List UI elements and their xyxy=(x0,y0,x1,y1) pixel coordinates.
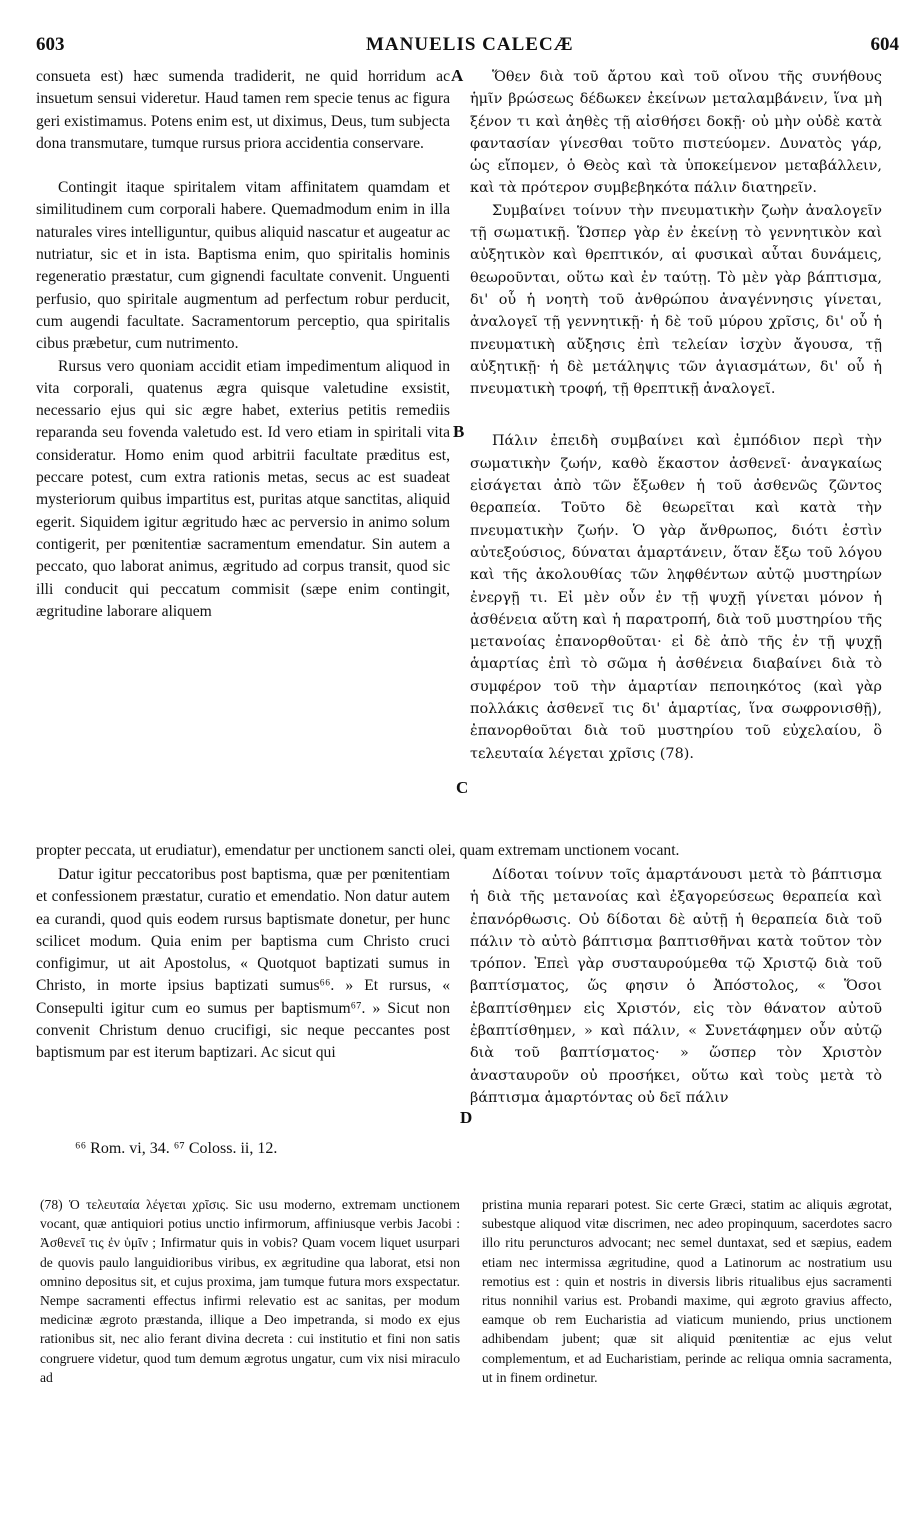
note-text-right: pristina munia reparari potest. Sic certe Græci, statim ac aliquis ægrotat, subestque aliquod vitæ discrimen, nec adeo propinquum, sacerdotes sacro illo ritu peruncturos advocant; nec semel duntaxat, sed et sæpius, eadem etiam nec intermissa ægritudine, quod a Latinorum ac nostratium usu remotius est : quin et nostris in diversis libris ritualibus ejus sacramenti ritus nonnihil varius est. Probandi maxime, qui ægroto gravius affecto, eamque ob rem Eucharistia ad viaticum muniendo, prius unctionem adhibendam jubent; quæ sit aliquid pœnitentiæ ac ejus velut complementum, et ad Eucharistiam, perinde ac reliqua omnia sacramenta, ut in finem ordinetur. xyxy=(482,1197,892,1385)
margin-marker-b: B xyxy=(453,422,465,441)
footnote-references: ⁶⁶ Rom. vi, 34. ⁶⁷ Coloss. ii, 12. xyxy=(75,1140,278,1157)
greek-paragraph-3: Πάλιν ἐπειδὴ συμβαίνει καὶ ἐμπόδιον περὶ τὴν σωματικὴν ζωήν, καθὸ ἕκαστον ἀσθενεῖ· ἀναγκαίως εἰσάγεται ἀπὸ τῶν ἔξωθεν ἡ τοῦ ἀσθενῶς ζῶντος θεραπεία. Τοῦτο δὲ θεωρεῖται καὶ κατὰ τὴν πνευματικὴν ζωήν. Ὁ γὰρ ἄνθρωπος, διότι ἐστὶν αὐτεξούσιος, δύναται ἁμαρτάνειν, ὅταν ἔξω τοῦ λόγου καὶ τῆς ἀκολουθίας τῶν ληφθέντων αὐτῷ μυστηρίων ἐνεργῇ τι. Εἰ μὲν οὖν ἐν τῇ ψυχῇ γίνεται μόνον ἡ ἀσθένεια αὕτη καὶ ἡ παρατροπή, διὰ τοῦ μυστηρίου τῆς μετανοίας ἐπανορθοῦται· εἰ δὲ ἀπὸ τῆς ἐν τῇ ψυχῇ ἁμαρτίας ἐπὶ τὸ σῶμα ἡ ἀσθένεια διαβαίνει διὰ τὸ συμφέρον τοῦ τὴν ἁμαρτίαν πεποιηκότος (καὶ γὰρ πολλάκις ἀσθενεῖ τις δι' ἁμαρτίας, ἵνα σωφρονισθῇ), ἐπανορθοῦται διὰ τοῦ μυστηρίου τοῦ εὐχελαίου, ὃ τελευταία λέγεται χρῖσις (78). xyxy=(470,433,882,762)
running-header xyxy=(36,34,899,60)
latin-paragraph-3: Rursus vero quoniam accidit etiam impedimentum aliquod in vita corporali, quatenus ægra quisque valetudine exsistit, necessario ejus qui sic ægre habet, exterius petitis remediis reparanda seu fovenda valetudo est. Id vero etiam in spiritali vita consideratur. Homo enim quod arbitrii facultate præditus est, peccare potest, cum extra rationis metas, secus ac est suadeat mysteriorum quibus impartitus est, puritas atque sanctitas, aliquid egerit. Siquidem igitur ægritudo hæc ac perversio in animo solum contigerit, per pœnitentiæ sacramentum emendatur. Sin autem a peccato, quo laborat animus, ægritudo ad corpus transit, quod sic illi conducit qui peccatum commisit (sæpe enim contingit, ægritudine laborare aliquem xyxy=(36,357,450,620)
running-title: MANUELIS CALECÆ xyxy=(366,34,574,55)
latin-paragraph-2: Contingit itaque spiritalem vitam affinitatem quamdam et similitudinem cum corporali habere. Quemadmodum enim in illa naturales vires intelliguntur, quibus aliquid nascatur et augeatur ac nutriatur, sic et in ista. Baptisma enim, quo spiritalis hominis regeneratio præstatur, cum gignendi facultate convenit. Unguenti perfusio, quo spiritale augmentum ad perfectum robur perducit, cum augendi facultate. Sacramentorum perceptio, qua spiritalis cibus præbetur, cum nutrimento. xyxy=(36,179,450,353)
greek-paragraph-2: Συμβαίνει τοίνυν τὴν πνευματικὴν ζωὴν ἀναλογεῖν τῇ σωματικῇ. Ὥσπερ γὰρ ἐν ἐκείνῃ τὸ γεννητικὸν καὶ αὐξητικὸν καὶ θρεπτικόν, αἱ φυσικαὶ αὗται δυνάμεις, θεωροῦνται, οὕτω καὶ ἐν ταύτῃ. Τὸ μὲν γὰρ βάπτισμα, δι' οὗ ἡ νοητὴ τοῦ ἀνθρώπου ἀναγέννησις γίνεται, ἀναλογεῖ τῇ γεννητικῇ· ἡ δὲ τοῦ μύρου χρῖσις, δι' οὗ ἡ πνευματικὴ αὔξησις ἐπὶ τελείαν ἰσχὺν ἄγουσα, τῇ αὐξητικῇ· ἡ δὲ μετάληψις τῶν ἁγιασμάτων, δι' οὗ ἡ πνευματικὴ τροφή, τῇ θρεπτικῇ ἀναλογεῖ. xyxy=(470,202,882,398)
greek-paragraph-4: Δίδοται τοίνυν τοῖς ἁμαρτάνουσι μετὰ τὸ βάπτισμα ἡ διὰ τῆς μετανοίας καὶ ἐξαγορεύσεως θεραπεία καὶ ἐπανόρθωσις. Οὐ δίδοται δὲ αὐτῇ ἡ θεραπεία διὰ τοῦ πάλιν τὸ αὐτὸ βάπτισμα βαπτισθῆναι κατὰ τοῦτον τὸν τρόπον. Ἐπεὶ γὰρ συσταυρούμεθα τῷ Χριστῷ διὰ τοῦ βαπτίσματος, ὥς φησιν ὁ Ἀπόστολος, « Ὅσοι ἐβαπτίσθημεν εἰς Χριστόν, εἰς τὸν θάνατον αὐτοῦ ἐβαπτίσθημεν, » καὶ πάλιν, « Συνετάφημεν οὖν αὐτῷ διὰ τοῦ βαπτίσματος· » ὥσπερ τὸν Χριστὸν ἀνασταυροῦν οὐ προσήκει, οὕτω καὶ τοὺς μετὰ τὸ βάπτισμα ἁμαρτόντας οὐ δεῖ πάλιν xyxy=(470,867,882,1106)
greek-column-upper xyxy=(470,66,882,765)
editor-note-right xyxy=(482,1195,892,1387)
greek-paragraph-1: Ὅθεν διὰ τοῦ ἄρτου καὶ τοῦ οἴνου τῆς συνήθους ἡμῖν βρώσεως δέδωκεν ἐκείνων μεταλαμβάνειν, ἵνα μὴ ξένον τι καὶ ἀηθὲς τῇ αἰσθήσει δοκῇ· οὐ μὴν οὐδὲ κατὰ φαντασίαν γίνεσθαι τοῦτο πιστεύομεν. Δυνατὸς γάρ, ὡς εἴπομεν, ὁ Θεὸς καὶ τὰ ὑποκείμενον μεταβάλλειν, καὶ τὰ πρότερον συμβεβηκότα πάλιν διατηρεῖν. xyxy=(470,69,882,197)
page-number-right: 604 xyxy=(870,34,899,55)
note-text-left: (78) Ὁ τελευταία λέγεται χρῖσις. Sic usu moderno, extremam unctionem vocant, quæ antiquiori potius unctio infirmorum, affiniusque verbis Jacobi : Ἀσθενεῖ τις ἐν ὑμῖν ; Infirmatur quis in vobis? Quam vocem liquet usurpari de quovis paulo languidioribus viribus, ex ægritudine qua laborat, etsi non omnino depositus sit, et cujus proxima, jam tumque futura mors exspectatur. Nempe sacramenti effectus infirmi relevatio est ac sanitas, per modum medicinæ ægroto præstanda, illique a Deo impetranda, si modo ex ejus rationibus sit, nec alio ferant divina decreta : cui institutio et fini non satis congruere videtur, quod tum demum ægrotus ungatur, cum vix nisi miraculo ad xyxy=(40,1197,460,1385)
latin-paragraph-1: consueta est) hæc sumenda tradiderit, ne quid horridum ac insuetum sensui videretur. Haud tamen rem specie tenus ac figura geri existimamus. Potens enim est, ut diximus, Deus, tum subjecta dona transmutare, tumque rursus priora accidentia conservare. xyxy=(36,68,450,152)
latin-paragraph-4: Datur igitur peccatoribus post baptisma, quæ per pœnitentiam et confessionem præstatur, curatio et emendatio. Non datur autem ea curandi, quod quis eodem rursus baptismate donetur, per hunc scilicet modum. Quia enim per baptisma cum Christo cruci configimur, ut ait Apostolus, « Quotquot baptizati sumus in Christo, in morte ipsius baptizati sumus⁶⁶. » Et rursus, « Consepulti igitur cum eo sumus per baptismum⁶⁷. » Sicut non convenit Christum denuo crucifigi, sic neque peccantes post baptismum par est iterum baptizari. Ac sicut qui xyxy=(36,866,450,1062)
editor-note-left xyxy=(40,1195,460,1387)
spanning-line: propter peccata, ut erudiatur), emendatur per unctionem sancti olei, quam extremam unctionem vocant. xyxy=(36,842,680,859)
greek-column-lower xyxy=(470,864,882,1109)
page-number-left: 603 xyxy=(36,34,65,55)
margin-marker-c: C xyxy=(456,778,469,797)
latin-column-upper xyxy=(36,66,450,623)
latin-column-lower xyxy=(36,864,450,1065)
margin-marker-a: A xyxy=(451,66,464,85)
margin-marker-d: D xyxy=(460,1108,473,1127)
